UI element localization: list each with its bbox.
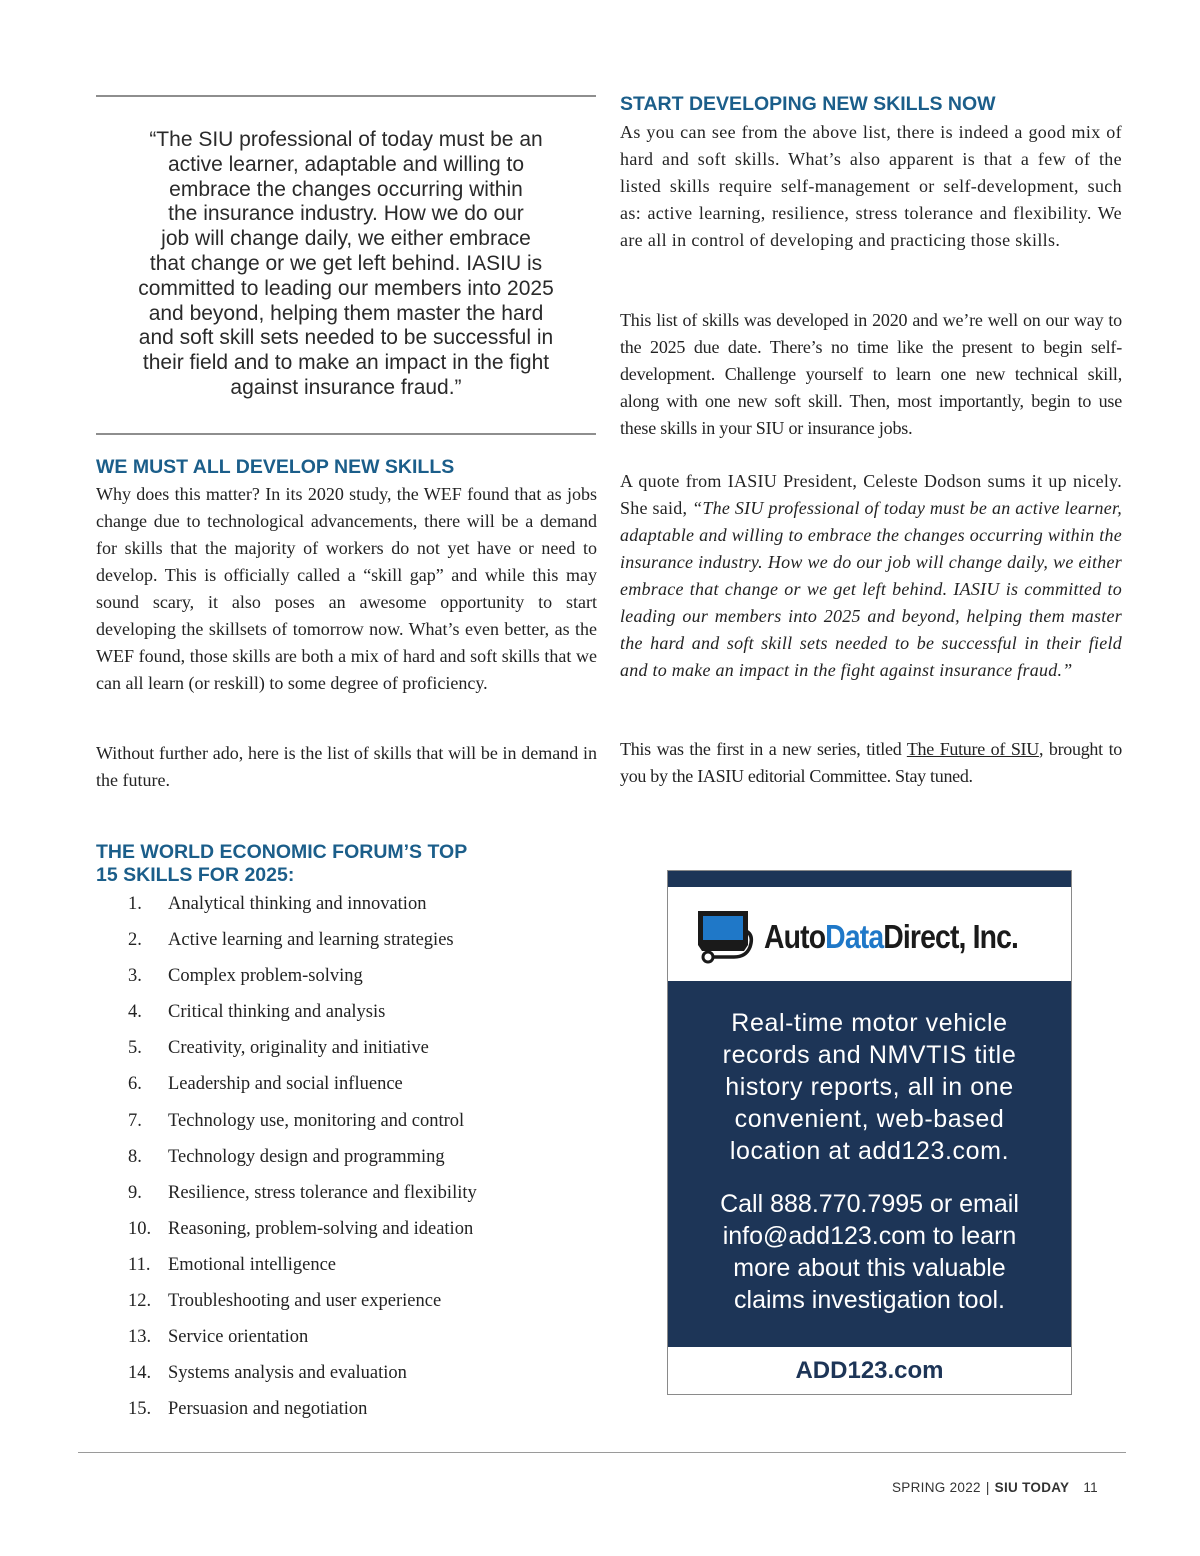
logo-part-direct: Direct, Inc.	[883, 918, 1019, 955]
pull-quote	[96, 128, 596, 401]
skill-text: Troubleshooting and user experience	[168, 1291, 442, 1312]
pull-quote-line: that change or we get left behind. IASIU is	[149, 251, 543, 275]
pull-quote-line: active learner, adaptable and willing to	[167, 152, 525, 176]
skill-text: Systems analysis and evaluation	[168, 1363, 407, 1384]
pull-quote-line: against insurance fraud.”	[230, 375, 462, 399]
ad-url-link[interactable]: ADD123.com	[795, 1357, 944, 1384]
skill-list-item	[128, 1211, 568, 1247]
skill-text: Reasoning, problem-solving and ideation	[168, 1218, 474, 1239]
skill-text: Leadership and social influence	[168, 1074, 403, 1095]
skill-number: 9.	[128, 1182, 142, 1203]
ad-logo-text	[764, 918, 1018, 956]
pull-quote-line: committed to leading our members into 2025	[138, 276, 554, 300]
skill-number: 10.	[128, 1218, 152, 1239]
ad-body	[668, 981, 1071, 1347]
president-quote: “The SIU professional of today must be an active learner, adaptable and willing to embrace the changes occurring within the insurance industry. How we do our job will change daily, we either embrace that change or we get left behind. IASIU is committed to leading our members into 2025 and beyond, helping them master the hard and soft skill sets needed to be successful in their field and to make an impact in the fight against insurance fraud.”	[620, 498, 1122, 680]
skill-text: Persuasion and negotiation	[168, 1399, 368, 1420]
skill-text: Technology design and programming	[168, 1146, 445, 1167]
skill-list-item	[128, 1103, 568, 1139]
pull-quote-line: embrace the changes occurring within	[169, 177, 523, 201]
pull-quote-line: the insurance industry. How we do our	[168, 202, 524, 226]
logo-part-data: Data	[825, 918, 884, 955]
skill-number: 2.	[128, 930, 142, 951]
series-outro: , brought to you by the IASIU editorial Committee. Stay tuned.	[620, 739, 1122, 786]
skill-list-item	[128, 1175, 568, 1211]
skills-list	[128, 886, 568, 1427]
skill-number: 13.	[128, 1327, 152, 1348]
skill-text: Analytical thinking and innovation	[168, 894, 427, 914]
skill-number: 7.	[128, 1110, 142, 1131]
skill-list-item	[128, 1355, 568, 1391]
skill-text: Complex problem-solving	[168, 966, 363, 987]
skill-number: 14.	[128, 1363, 152, 1384]
skills-heading-line-2: 15 SKILLS FOR 2025:	[96, 864, 295, 886]
footer-separator: |	[985, 1480, 990, 1495]
quote-intro: A quote from IASIU President, Celeste Dodson sums it up nicely. She said,	[620, 471, 1122, 518]
ad-paragraph-2: Call 888.770.7995 or email info@add123.com to learn more about this valuable claims investigation tool.	[720, 1190, 1019, 1314]
ad-top-band	[668, 871, 1071, 887]
ad-logo	[694, 907, 1059, 967]
laptop-link-icon	[694, 905, 756, 970]
page-number: 11	[1083, 1480, 1098, 1495]
skill-text: Resilience, stress tolerance and flexibility	[168, 1182, 477, 1203]
section-right-paragraph-2: This list of skills was developed in 2020 and we’re well on our way to the 2025 due date. There’s no time like the present to begin self-development. Challenge yourself to learn one new technical skill, along with one new soft skill. Then, most importantly, begin to use these skills in your SIU or insurance jobs.	[620, 310, 1122, 438]
skill-list-item	[128, 1319, 568, 1355]
pullquote-bottom-rule	[96, 433, 596, 435]
skill-list-item	[128, 922, 568, 958]
skill-text: Active learning and learning strategies	[168, 930, 454, 951]
pullquote-top-rule	[96, 95, 596, 97]
skills-heading	[96, 841, 526, 887]
section-right-paragraph-4	[620, 736, 1122, 790]
skill-number: 15.	[128, 1399, 152, 1420]
footer-publication: SIU TODAY	[994, 1480, 1070, 1495]
pull-quote-line: job will change daily, we either embrace	[161, 227, 531, 251]
skill-text: Creativity, originality and initiative	[168, 1038, 429, 1059]
skill-list-item	[128, 994, 568, 1030]
section-right-paragraph-3	[620, 468, 1122, 684]
footer-season: SPRING 2022	[891, 1480, 981, 1495]
section-right-paragraph-1: As you can see from the above list, there is indeed a good mix of hard and soft skills. What’s also apparent is that a few of the listed skills require self-management or self-development, such as: active learning, resilience, stress tolerance and flexibility. We are all in control of developing and practicing those skills.	[620, 122, 1122, 250]
skill-number: 5.	[128, 1038, 142, 1059]
logo-part-auto: Auto	[764, 918, 826, 955]
pull-quote-line: “The SIU professional of today must be an	[149, 128, 543, 151]
pull-quote-line: and soft skill sets needed to be successful in	[138, 326, 554, 350]
section-heading-start-developing: START DEVELOPING NEW SKILLS NOW	[620, 93, 996, 115]
autodatadirect-ad[interactable]	[667, 870, 1072, 1395]
ad-paragraph-1: Real-time motor vehicle records and NMVTIS title history reports, all in one convenient, web-based location at add123.com.	[722, 1009, 1017, 1165]
skill-number: 6.	[128, 1074, 142, 1095]
series-intro: This was the first in a new series, titled	[620, 739, 907, 759]
skill-list-item	[128, 1247, 568, 1283]
section-heading-develop-skills: WE MUST ALL DEVELOP NEW SKILLS	[96, 456, 455, 478]
skill-number: 12.	[128, 1291, 152, 1312]
skill-list-item	[128, 1066, 568, 1102]
series-title-link[interactable]: The Future of SIU	[906, 739, 1039, 759]
footer-rule	[78, 1452, 1126, 1453]
skill-list-item	[128, 958, 568, 994]
skill-list-item	[128, 886, 568, 922]
skill-number: 4.	[128, 1002, 142, 1023]
pull-quote-line: and beyond, helping them master the hard	[148, 301, 544, 325]
skills-heading-line-1: THE WORLD ECONOMIC FORUM’S TOP	[96, 841, 468, 863]
skill-list-item	[128, 1283, 568, 1319]
pull-quote-line: their field and to make an impact in the fight	[142, 351, 550, 375]
skill-number: 3.	[128, 966, 142, 987]
skill-list-item	[128, 1391, 568, 1427]
skill-text: Technology use, monitoring and control	[168, 1110, 465, 1131]
skill-number: 1.	[128, 894, 142, 914]
skill-text: Critical thinking and analysis	[168, 1002, 386, 1023]
skill-text: Service orientation	[168, 1327, 309, 1348]
skill-text: Emotional intelligence	[168, 1254, 336, 1275]
skill-number: 11.	[128, 1254, 151, 1275]
section-left-paragraph-1: Why does this matter? In its 2020 study, the WEF found that as jobs change due to technological advancements, there will be a demand for skills that the majority of workers do not yet have or need to develop. This is officially called a “skill gap” and while this may sound scary, it also poses an awesome opportunity to start developing the skillsets of tomorrow now. What’s even better, as the WEF found, those skills are both a mix of hard and soft skills that we can all learn (or reskill) to some degree of proficiency.	[96, 484, 597, 693]
skill-list-item	[128, 1030, 568, 1066]
skill-list-item	[128, 1139, 568, 1175]
page-footer	[892, 1480, 1098, 1495]
skill-number: 8.	[128, 1146, 142, 1167]
section-left-paragraph-2: Without further ado, here is the list of skills that will be in demand in the future.	[96, 743, 597, 790]
